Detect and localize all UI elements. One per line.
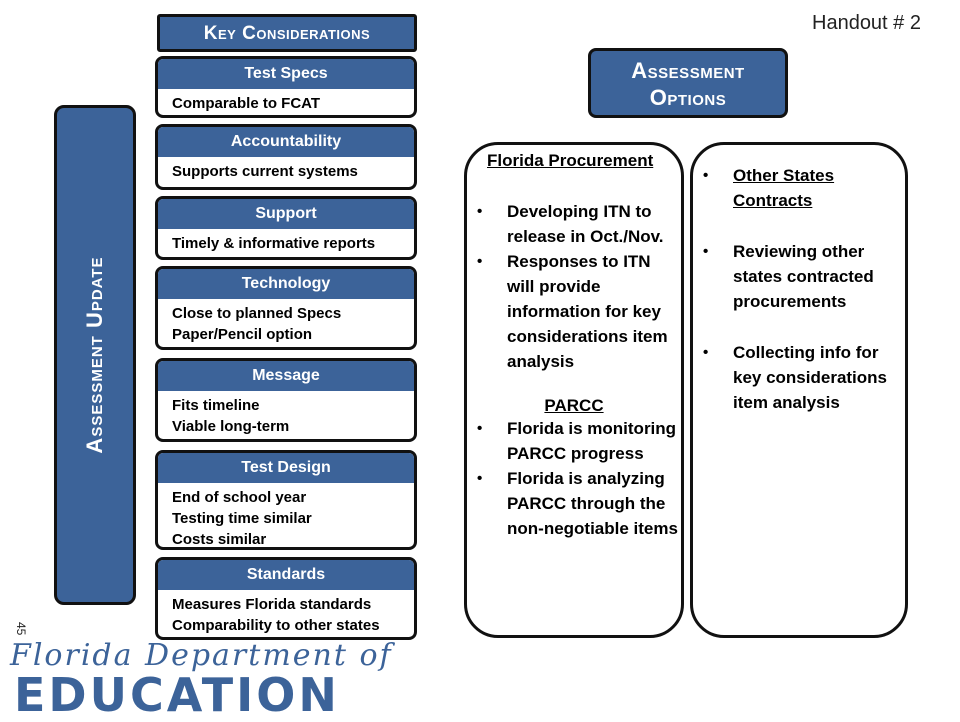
card-standards [155, 557, 417, 640]
card-line: Measures Florida standards [172, 596, 372, 613]
other-states-title: Other States Contracts [733, 166, 835, 210]
bullet-icon: • [477, 470, 483, 487]
card-line: Comparability to other states [172, 617, 380, 634]
bullet-item: • Reviewing other states contracted procurements [693, 239, 907, 314]
bullet-icon: • [477, 253, 483, 270]
card-line: Close to planned Specs [172, 305, 342, 322]
card-support [155, 196, 417, 260]
bullet-item: • Collecting info for key considerations item analysis [693, 340, 907, 415]
banner-text: Assessment Update [82, 256, 107, 454]
florida-procurement-panel [464, 142, 684, 638]
card-line: Testing time similar [172, 510, 312, 527]
bullet-item: • Florida is monitoring PARCC progress [467, 416, 681, 466]
card-title: Standards [158, 560, 414, 590]
bullet-icon: • [477, 203, 483, 220]
bullet-item [693, 163, 907, 213]
card-line: Paper/Pencil option [172, 326, 313, 343]
parcc-heading: PARCC [544, 396, 604, 415]
bullet-icon: • [477, 420, 483, 437]
logo-script-text: Florida Department of [10, 638, 393, 673]
card-technology [155, 266, 417, 350]
florida-procurement-title: Florida Procurement [487, 151, 654, 170]
card-line: Viable long-term [172, 418, 290, 435]
bullet-icon: • [703, 167, 709, 184]
bullet-item: • Developing ITN to release in Oct./Nov. [467, 199, 681, 249]
bullet-icon: • [703, 344, 709, 361]
assessment-options-line1: Assessment [631, 58, 745, 83]
key-considerations-header: Key Considerations [157, 14, 417, 52]
bullet-icon: • [703, 243, 709, 260]
card-title: Test Design [158, 453, 414, 483]
logo-wordmark: EDUCATION [14, 668, 340, 722]
assessment-options-line2: Options [649, 85, 727, 110]
card-line: Comparable to FCAT [172, 95, 321, 112]
card-title: Support [158, 199, 414, 229]
handout-label: Handout # 2 [812, 12, 921, 34]
card-test-design [155, 450, 417, 550]
fdoe-logo [10, 638, 420, 722]
card-title: Accountability [158, 127, 414, 157]
card-title: Message [158, 361, 414, 391]
bullet-item: • Responses to ITN will provide information for key considerations item analysis [467, 249, 681, 374]
card-title: Technology [158, 269, 414, 299]
other-states-panel [690, 142, 908, 638]
card-message [155, 358, 417, 442]
card-line: Costs similar [172, 531, 267, 548]
card-title: Test Specs [158, 59, 414, 89]
card-line: Fits timeline [172, 397, 260, 414]
card-line: Supports current systems [172, 163, 358, 180]
card-line: End of school year [172, 489, 307, 506]
card-test-specs [155, 56, 417, 118]
bullet-item: • Florida is analyzing PARCC through the non-negotiable items [467, 466, 681, 541]
card-accountability [155, 124, 417, 190]
page-number: 45 [14, 622, 28, 636]
card-line: Timely & informative reports [172, 235, 376, 252]
assessment-options-header [588, 48, 788, 118]
assessment-update-banner [54, 105, 136, 605]
